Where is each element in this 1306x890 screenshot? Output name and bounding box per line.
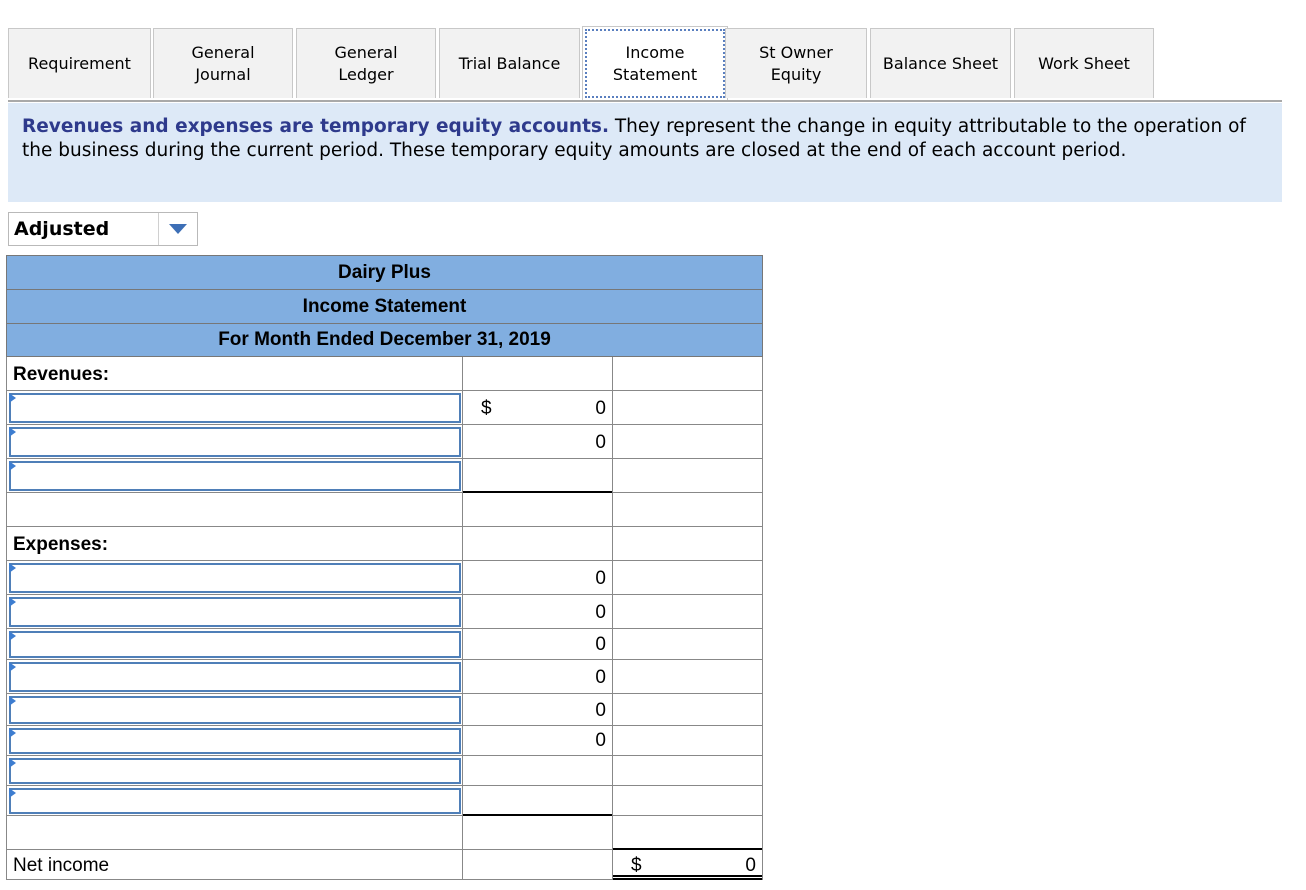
expense-amount[interactable]: 0 — [595, 700, 606, 721]
expense-account-input[interactable] — [9, 728, 461, 754]
revenue-amount[interactable]: 0 — [595, 432, 606, 453]
info-banner — [8, 103, 1282, 202]
expenses-header-row — [6, 527, 763, 561]
expense-amount[interactable]: 0 — [595, 602, 606, 623]
expense-account-input[interactable] — [9, 662, 461, 692]
expense-row — [6, 595, 763, 629]
expense-account-input[interactable] — [9, 696, 461, 724]
tab-general-ledger[interactable]: General Ledger — [296, 28, 436, 98]
net-income-label: Net income — [13, 855, 110, 876]
expenses-label: Expenses: — [13, 534, 109, 555]
tab-work-sheet[interactable]: Work Sheet — [1014, 28, 1154, 98]
currency-symbol: $ — [631, 855, 642, 876]
expense-account-input[interactable] — [9, 758, 461, 784]
balance-type-select[interactable] — [8, 212, 198, 246]
net-income-row — [6, 850, 763, 880]
expense-account-input[interactable] — [9, 788, 461, 814]
expense-account-input[interactable] — [9, 597, 461, 627]
expense-row — [6, 561, 763, 595]
revenue-row — [6, 425, 763, 459]
tab-income-statement-label: Income Statement — [612, 42, 698, 84]
tab-trial-balance[interactable]: Trial Balance — [439, 28, 580, 98]
expense-row — [6, 786, 763, 816]
revenue-account-input[interactable] — [9, 461, 461, 491]
revenue-amount[interactable]: 0 — [595, 398, 606, 419]
chevron-down-icon[interactable] — [159, 224, 197, 234]
statement-title: Income Statement — [6, 289, 763, 323]
select-value: Adjusted — [9, 213, 159, 245]
tab-balance-sheet[interactable]: Balance Sheet — [870, 28, 1011, 98]
tab-bar — [8, 26, 1282, 102]
income-statement-table — [6, 255, 763, 880]
revenue-row — [6, 391, 763, 425]
expense-amount[interactable]: 0 — [595, 634, 606, 655]
expense-row — [6, 694, 763, 726]
company-name: Dairy Plus — [6, 255, 763, 289]
tab-requirement[interactable]: Requirement — [8, 28, 151, 98]
expense-amount[interactable]: 0 — [595, 730, 606, 751]
statement-period: For Month Ended December 31, 2019 — [6, 323, 763, 357]
tab-general-journal[interactable]: General Journal — [153, 28, 293, 98]
expense-row — [6, 660, 763, 694]
focus-ring — [585, 29, 725, 98]
expense-amount[interactable]: 0 — [595, 667, 606, 688]
revenues-header-row — [6, 357, 763, 391]
expense-account-input[interactable] — [9, 631, 461, 658]
banner-text: They represent the change in equity attributable to the operation of the business during the current period. These temporary equity amounts are closed at the end of each account period. — [22, 116, 1246, 161]
expense-amount[interactable]: 0 — [595, 568, 606, 589]
revenue-account-input[interactable] — [9, 393, 461, 423]
expense-row — [6, 629, 763, 660]
banner-bold-text: Revenues and expenses are temporary equity accounts. — [22, 116, 609, 137]
revenue-row — [6, 459, 763, 493]
total-expenses-row — [6, 816, 763, 850]
currency-symbol: $ — [481, 398, 492, 419]
tab-st-owner-equity[interactable]: St Owner Equity — [725, 28, 867, 98]
net-income-amount[interactable]: 0 — [745, 855, 756, 876]
tab-income-statement[interactable] — [582, 26, 728, 100]
expense-row — [6, 756, 763, 786]
total-revenues-row — [6, 493, 763, 527]
double-underline — [613, 875, 762, 880]
expense-row — [6, 726, 763, 756]
expense-account-input[interactable] — [9, 563, 461, 593]
revenue-account-input[interactable] — [9, 427, 461, 457]
revenues-label: Revenues: — [13, 364, 110, 385]
